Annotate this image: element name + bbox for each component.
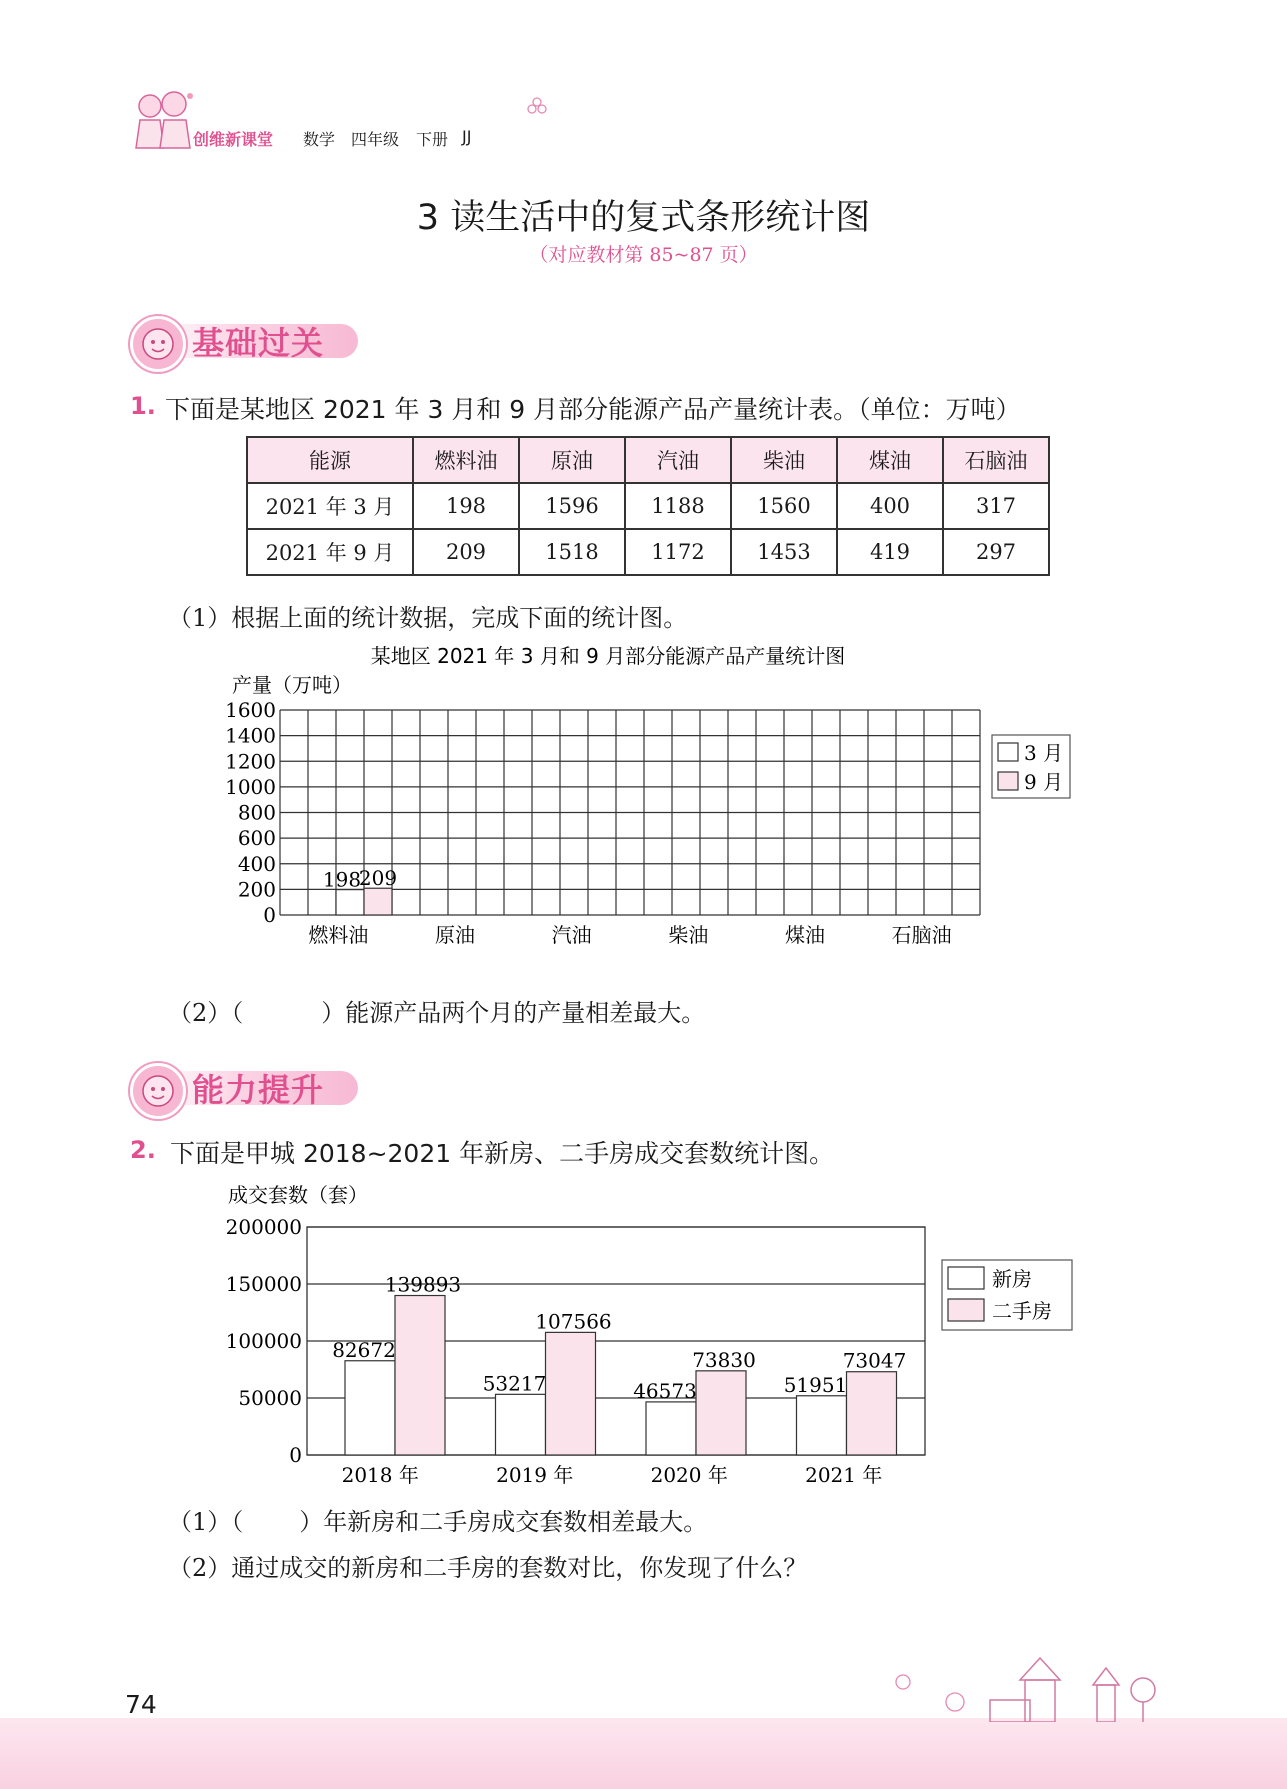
footer-band <box>0 1718 1287 1789</box>
header-grade: 四年级 <box>351 130 400 149</box>
y-tick-label: 100000 <box>225 1329 302 1353</box>
chart-x-ticks <box>308 923 951 947</box>
table-cell: 1596 <box>519 483 625 529</box>
section-advanced-banner <box>130 1055 380 1115</box>
castle-trees-illustration <box>885 1650 1175 1722</box>
data-label: 82672 <box>332 1337 396 1362</box>
chart-title: 某地区 2021 年 3 月和 9 月部分能源产品产量统计图 <box>370 644 846 668</box>
table-header-cell: 能源 <box>247 437 413 483</box>
table-header-cell: 燃料油 <box>413 437 519 483</box>
bar <box>646 1402 696 1455</box>
legend-swatch <box>948 1267 984 1289</box>
table-cell: 1560 <box>731 483 837 529</box>
flower-icon <box>526 96 548 118</box>
y-tick-label: 200000 <box>225 1215 302 1239</box>
table-header-cell: 柴油 <box>731 437 837 483</box>
bar <box>496 1394 546 1455</box>
y-tick-label: 800 <box>237 800 276 825</box>
header-edition: JJ <box>462 127 472 146</box>
lesson-title: 3 读生活中的复式条形统计图 <box>416 198 871 238</box>
lesson-subtitle: （对应教材第 85~87 页） <box>529 244 758 266</box>
bar <box>395 1296 445 1455</box>
x-tick-label: 原油 <box>435 923 475 947</box>
bar <box>797 1396 847 1455</box>
q2-sub1 <box>168 1502 707 1537</box>
table-header-cell: 石脑油 <box>943 437 1049 483</box>
table-cell: 209 <box>413 529 519 575</box>
table-cell: 1188 <box>625 483 731 529</box>
chart-legend <box>992 735 1070 798</box>
table-cell: 400 <box>837 483 943 529</box>
chart-y-axis-label: 成交套数（套） <box>228 1183 368 1207</box>
section-basic-title: 基础过关 <box>192 324 325 362</box>
table-cell: 317 <box>943 483 1049 529</box>
data-label: 139893 <box>384 1272 462 1297</box>
chart-x-ticks <box>342 1463 883 1487</box>
q2-sub1-prefix: （1）（ <box>168 1508 244 1536</box>
q1-sub2-prefix: （2）（ <box>168 999 244 1027</box>
y-tick-label: 600 <box>237 826 276 851</box>
y-tick-label: 400 <box>237 851 276 876</box>
y-tick-label: 1000 <box>225 774 276 799</box>
section-advanced-title: 能力提升 <box>192 1071 325 1109</box>
q1-sub2 <box>168 993 705 1028</box>
y-tick-label: 1400 <box>225 723 276 748</box>
chart-legend <box>942 1260 1072 1330</box>
legend-swatch <box>998 743 1018 761</box>
table-cell: 2021 年 3 月 <box>247 483 413 529</box>
q1-number: 1. <box>130 392 156 420</box>
table-cell: 1518 <box>519 529 625 575</box>
x-tick-label: 石脑油 <box>891 923 952 947</box>
table-cell: 2021 年 9 月 <box>247 529 413 575</box>
q2-text: 下面是甲城 2018~2021 年新房、二手房成交套数统计图。 <box>170 1139 835 1168</box>
header-volume: 下册 <box>416 130 449 149</box>
y-tick-label: 150000 <box>225 1272 302 1296</box>
table-row <box>247 483 1049 529</box>
x-tick-label: 2019 年 <box>496 1463 574 1487</box>
q1-sub2-suffix: ）能源产品两个月的产量相差最大。 <box>321 999 706 1027</box>
table-header-cell: 原油 <box>519 437 625 483</box>
data-label: 53217 <box>482 1371 547 1396</box>
y-tick-label: 0 <box>289 1443 302 1467</box>
chart-y-ticks <box>225 698 276 927</box>
q2-sub2: （2）通过成交的新房和二手房的套数对比，你发现了什么？ <box>168 1554 808 1582</box>
table-row <box>247 529 1049 575</box>
bar <box>364 888 392 915</box>
table-header-row <box>247 437 1049 483</box>
legend-label: 3 月 <box>1024 741 1064 765</box>
y-tick-label: 200 <box>237 877 276 902</box>
y-tick-label: 50000 <box>238 1386 302 1410</box>
x-tick-label: 燃料油 <box>308 923 369 947</box>
mascot-icon <box>130 1063 186 1119</box>
q1-text: 下面是某地区 2021 年 3 月和 9 月部分能源产品产量统计表。（单位：万吨） <box>165 395 1021 424</box>
q1-sub1: （1）根据上面的统计数据，完成下面的统计图。 <box>168 604 688 632</box>
data-label: 209 <box>358 866 398 891</box>
data-label: 198 <box>322 867 362 892</box>
table-cell: 297 <box>943 529 1049 575</box>
x-tick-label: 2018 年 <box>341 1463 419 1487</box>
table-header-cell: 汽油 <box>625 437 731 483</box>
x-tick-label: 2020 年 <box>650 1463 728 1487</box>
x-tick-label: 2021 年 <box>805 1463 883 1487</box>
bar <box>847 1372 897 1455</box>
table-cell: 198 <box>413 483 519 529</box>
chart-energy-production <box>200 640 1100 980</box>
legend-label: 二手房 <box>992 1299 1052 1323</box>
q2-sub1-suffix: ）年新房和二手房成交套数相差最大。 <box>299 1508 708 1536</box>
chart-y-ticks <box>226 1215 302 1467</box>
chart-bars <box>323 866 397 915</box>
table-cell: 419 <box>837 529 943 575</box>
q2-number: 2. <box>130 1136 156 1164</box>
q1-data-table <box>246 436 1050 576</box>
data-label: 46573 <box>633 1378 697 1403</box>
bar <box>336 890 364 915</box>
page-number: 74 <box>125 1690 157 1719</box>
data-label: 73047 <box>842 1348 907 1373</box>
data-label: 51951 <box>783 1372 848 1397</box>
data-label: 107566 <box>535 1309 612 1334</box>
legend-label: 新房 <box>992 1267 1032 1291</box>
chart-y-axis-label: 产量（万吨） <box>232 673 352 697</box>
y-tick-label: 0 <box>263 903 276 927</box>
table-cell: 1453 <box>731 529 837 575</box>
bar <box>696 1371 746 1455</box>
mascot-icon <box>130 316 186 372</box>
section-basic-banner <box>130 308 380 368</box>
x-tick-label: 柴油 <box>668 923 709 947</box>
bar <box>546 1332 596 1455</box>
x-tick-label: 煤油 <box>785 923 825 947</box>
table-cell: 1172 <box>625 529 731 575</box>
chart-house-sales <box>200 1172 1100 1492</box>
y-tick-label: 1200 <box>225 749 276 774</box>
y-tick-label: 1600 <box>225 698 276 722</box>
data-label: 73830 <box>692 1347 756 1372</box>
legend-swatch <box>998 772 1018 790</box>
table-header-cell: 煤油 <box>837 437 943 483</box>
legend-swatch <box>948 1299 984 1321</box>
header-subject: 数学 <box>303 130 336 149</box>
header-series-name: 创维新课堂 <box>193 130 274 149</box>
bar <box>345 1361 395 1455</box>
legend-label: 9 月 <box>1024 770 1064 794</box>
x-tick-label: 汽油 <box>551 923 592 947</box>
